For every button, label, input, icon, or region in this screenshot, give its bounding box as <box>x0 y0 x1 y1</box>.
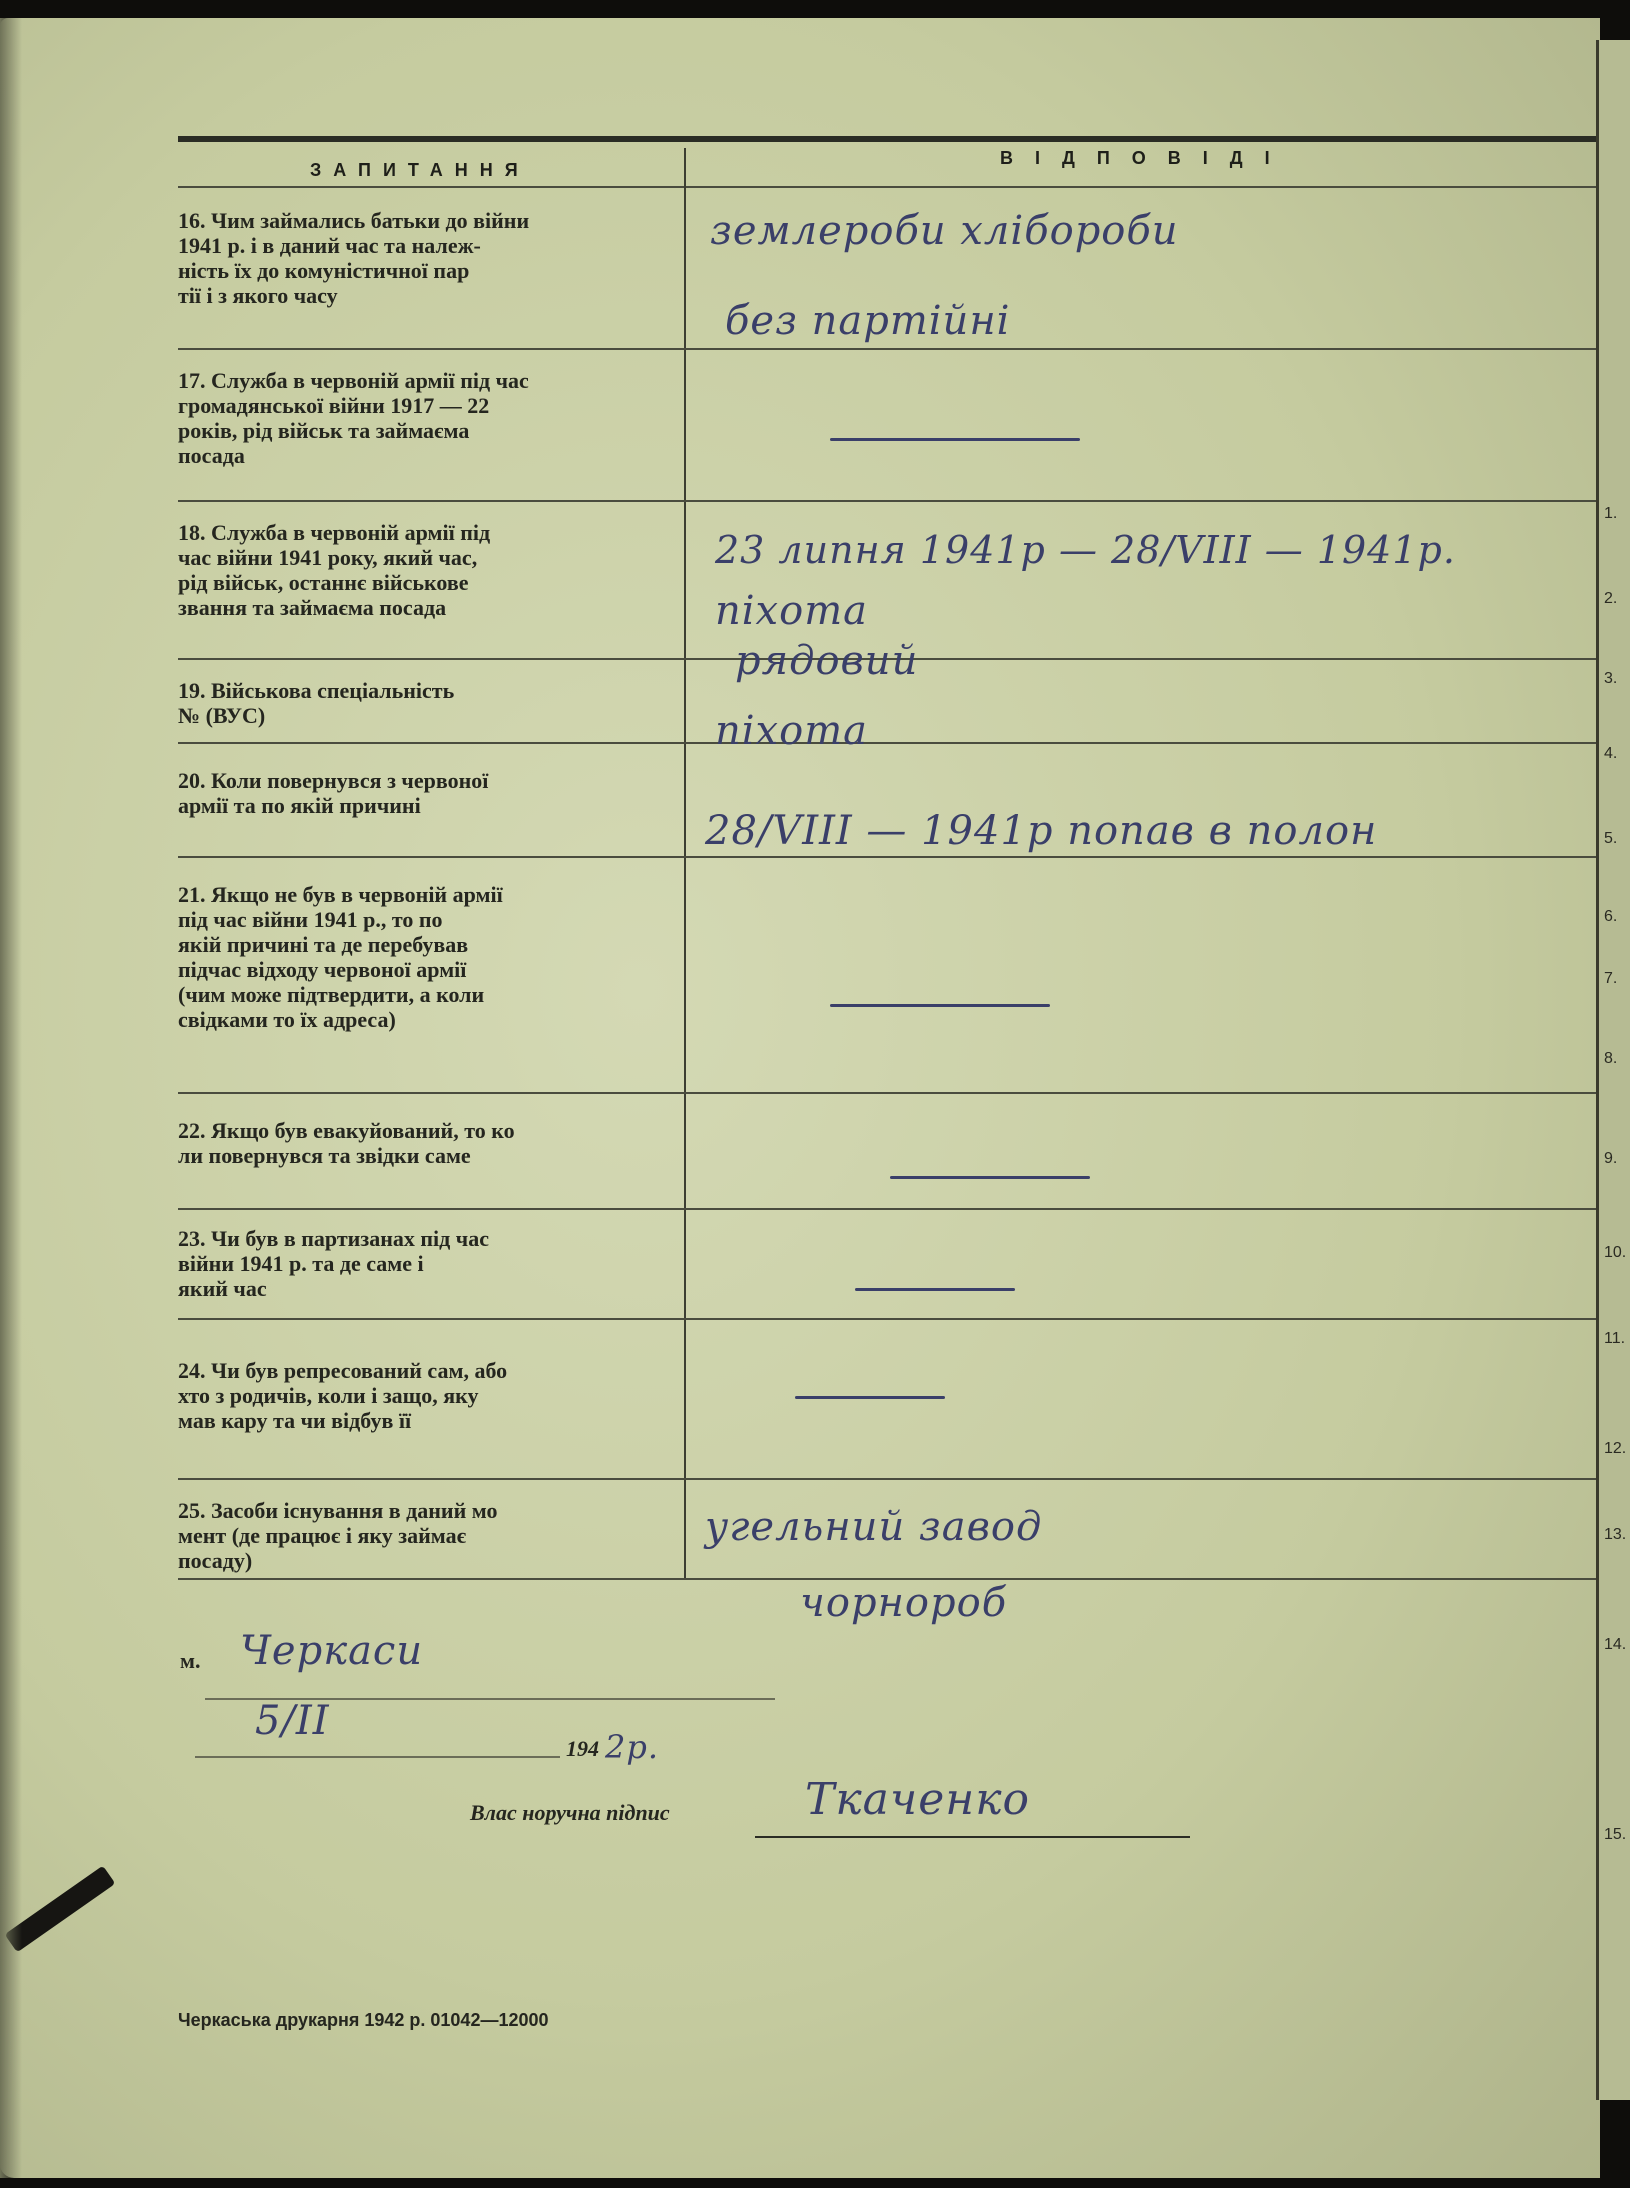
date-underline <box>195 1756 560 1758</box>
adjacent-page-number: 9. <box>1604 1150 1618 1167</box>
adjacent-page-number: 11. <box>1604 1330 1626 1347</box>
adjacent-page-number: 13. <box>1604 1526 1627 1543</box>
printer-imprint: Черкаська друкарня 1942 р. 01042—12000 <box>178 2010 549 2030</box>
question-17: 17. Служба в червоній армії під час громадянської війни 1917 — 22 років, рід військ та займаєма посада <box>178 368 529 468</box>
adjacent-page-edge <box>1596 40 1630 2100</box>
adjacent-page-number: 2. <box>1604 590 1618 607</box>
row-separator <box>178 500 1598 502</box>
adjacent-page-number: 12. <box>1604 1440 1627 1457</box>
questions-header: ЗАПИТАННЯ <box>310 160 530 180</box>
answer-19: піхота <box>715 708 868 754</box>
row-separator <box>178 1318 1598 1320</box>
adjacent-page-number: 7. <box>1604 970 1618 987</box>
answer-20: 28/VIII — 1941р попав в полон <box>705 808 1378 854</box>
answer-dash-22 <box>890 1176 1090 1179</box>
adjacent-page-number: 15. <box>1604 1826 1627 1843</box>
question-20: 20. Коли повернувся з червоної армії та по якій причині <box>178 768 489 818</box>
answer-24-dash <box>900 1378 911 1389</box>
answer-23-dash <box>900 1268 911 1279</box>
question-25: 25. Засоби існування в даний мо мент (де працює і яку займає посаду) <box>178 1498 498 1573</box>
year-prefix: 194 <box>566 1736 599 1761</box>
answer-17-dash <box>900 408 911 419</box>
answer-16-line-2: без партійні <box>725 298 1011 344</box>
question-23: 23. Чи був в партизанах під час війни 1941 р. та де саме і який час <box>178 1226 489 1301</box>
answer-18-line-3: рядовий <box>735 638 919 684</box>
adjacent-page-number: 4. <box>1604 745 1618 762</box>
city-value: Черкаси <box>240 1628 424 1674</box>
answer-25-line-1: угельний завод <box>705 1504 1043 1550</box>
adjacent-page-number: 1. <box>1604 505 1618 522</box>
question-21: 21. Якщо не був в червоній армії під час війни 1941 р., то по якій причині та де перебував підчас відходу червоної армії (чим може підтвердити, а коли свідками то їх адреса) <box>178 882 503 1032</box>
signature: Ткаченко <box>805 1774 1031 1825</box>
question-22: 22. Якщо був евакуйований, то ко ли повернувся та звідки саме <box>178 1118 515 1168</box>
adjacent-page-number: 6. <box>1604 908 1618 925</box>
answer-25-line-2: чорнороб <box>800 1580 1008 1626</box>
answer-22-dash <box>900 1158 911 1169</box>
adjacent-page-number: 10. <box>1604 1244 1627 1261</box>
adjacent-page-number: 5. <box>1604 830 1618 847</box>
answers-header: ВІДПОВІДІ <box>1000 148 1292 168</box>
column-divider <box>684 148 686 1578</box>
adjacent-page-number: 8. <box>1604 1050 1618 1067</box>
adjacent-page-number: 3. <box>1604 670 1618 687</box>
answer-18-line-2: піхота <box>715 588 868 634</box>
signature-underline <box>755 1836 1190 1838</box>
adjacent-page-number: 14. <box>1604 1636 1627 1653</box>
row-separator <box>178 1208 1598 1210</box>
row-separator <box>178 742 1598 744</box>
answer-dash-17 <box>830 438 1080 441</box>
row-separator <box>178 1478 1598 1480</box>
city-prefix: м. <box>180 1648 201 1673</box>
answer-dash-23 <box>855 1288 1015 1291</box>
answer-18-line-1: 23 липня 1941р — 28/VIII — 1941р. <box>715 528 1456 572</box>
question-19: 19. Військова спеціальність № (ВУС) <box>178 678 455 728</box>
row-separator <box>178 1092 1598 1094</box>
date-value: 5/II <box>255 1698 330 1744</box>
binder-clip <box>5 1866 116 1953</box>
header-top-rule <box>178 136 1598 142</box>
question-24: 24. Чи був репресований сам, або хто з родичів, коли і защо, яку мав кару та чи відбув її <box>178 1358 508 1433</box>
answer-21-dash <box>900 978 911 989</box>
row-separator <box>178 348 1598 350</box>
signature-label: Влас норучна підпис <box>470 1800 670 1825</box>
year-handwritten: 2р. <box>605 1728 660 1766</box>
form-page <box>0 18 1600 2178</box>
answer-16-line-1: землероби хлібороби <box>710 208 1179 254</box>
row-separator <box>178 856 1598 858</box>
answer-dash-24 <box>795 1396 945 1399</box>
question-18: 18. Служба в червоній армії під час війни 1941 року, який час, рід військ, останнє військове звання та займаєма посада <box>178 520 491 620</box>
question-16: 16. Чим займались батьки до війни 1941 р. і в даний час та належ- ність їх до комуністичної пар тії і з якого часу <box>178 208 530 308</box>
answer-dash-21 <box>830 1004 1050 1007</box>
header-bottom-rule <box>178 186 1598 188</box>
